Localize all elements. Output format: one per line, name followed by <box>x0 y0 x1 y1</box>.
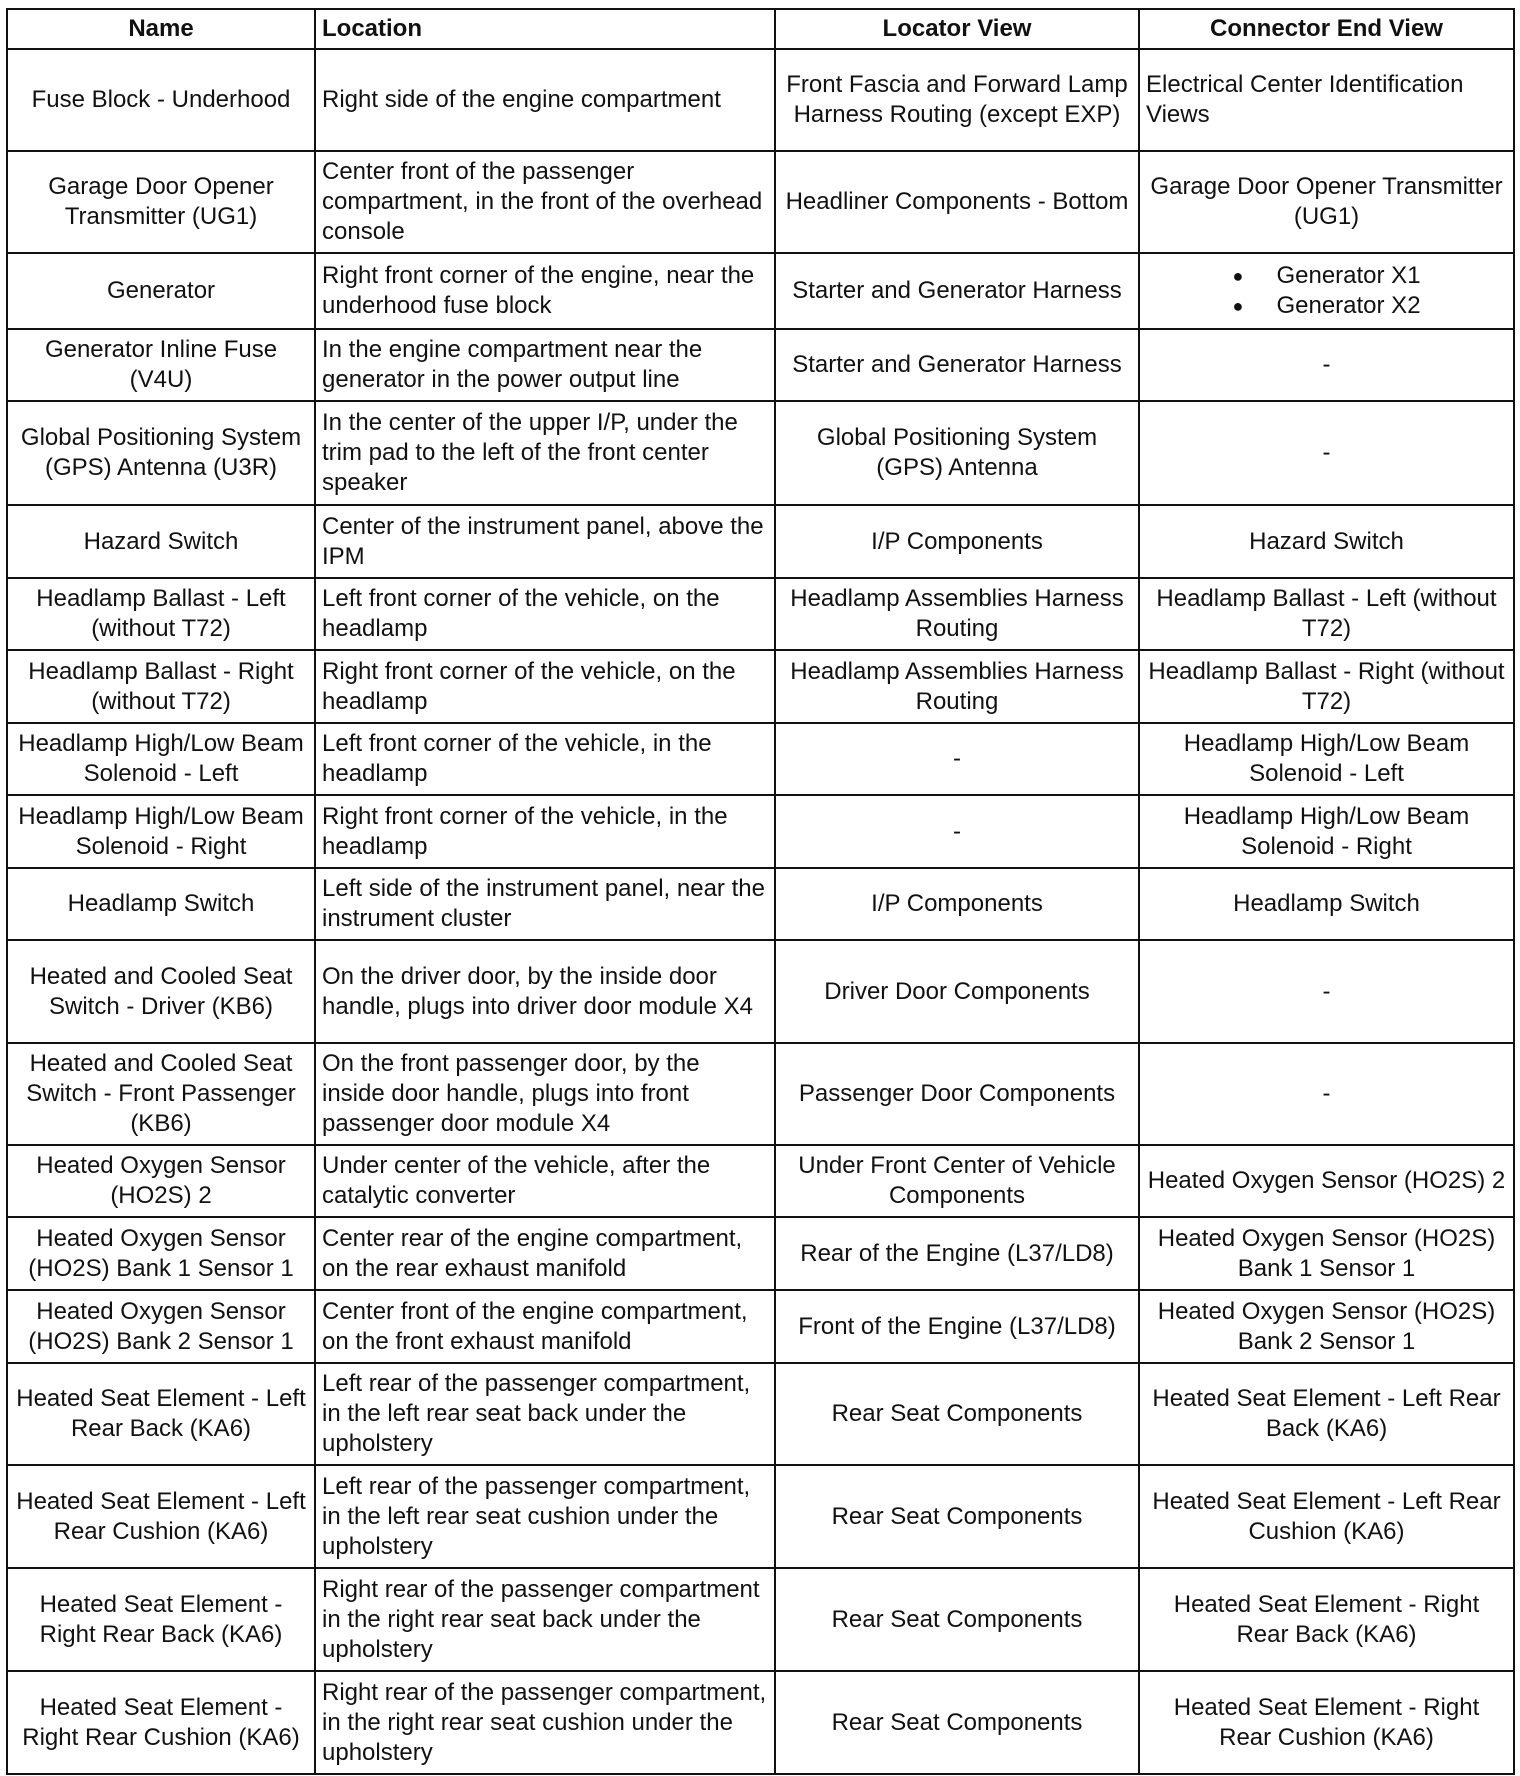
header-connector-end-view: Connector End View <box>1139 9 1514 49</box>
cell-connector-end-view <box>1139 253 1514 329</box>
table-row <box>7 1568 1514 1671</box>
cell-connector-end-view: - <box>1139 401 1514 505</box>
cell-name: Hazard Switch <box>7 505 315 578</box>
table-row <box>7 650 1514 723</box>
cell-connector-end-view: Headlamp Ballast - Right (without T72) <box>1139 650 1514 723</box>
cell-locator-view: Starter and Generator Harness <box>775 329 1139 401</box>
cell-locator-view: Front Fascia and Forward Lamp Harness Routing (except EXP) <box>775 49 1139 151</box>
cell-name: Heated Seat Element - Right Rear Cushion (KA6) <box>7 1671 315 1774</box>
table-row <box>7 1465 1514 1568</box>
cell-connector-end-view: Garage Door Opener Transmitter (UG1) <box>1139 151 1514 253</box>
cell-location: Center rear of the engine compartment, on the rear exhaust manifold <box>315 1217 775 1290</box>
cell-name: Heated and Cooled Seat Switch - Driver (KB6) <box>7 940 315 1043</box>
cell-connector-end-view: Heated Oxygen Sensor (HO2S) Bank 2 Sensor 1 <box>1139 1290 1514 1363</box>
cell-location: Left front corner of the vehicle, in the headlamp <box>315 723 775 795</box>
table-row <box>7 578 1514 650</box>
cell-location: Under center of the vehicle, after the catalytic converter <box>315 1145 775 1217</box>
table-row <box>7 49 1514 151</box>
cell-connector-end-view: Heated Seat Element - Right Rear Back (KA6) <box>1139 1568 1514 1671</box>
table-row <box>7 1290 1514 1363</box>
table-row <box>7 795 1514 868</box>
cell-name: Heated Oxygen Sensor (HO2S) Bank 1 Sensor 1 <box>7 1217 315 1290</box>
cell-name: Heated and Cooled Seat Switch - Front Passenger (KB6) <box>7 1043 315 1145</box>
cell-name: Fuse Block - Underhood <box>7 49 315 151</box>
cell-name: Headlamp Ballast - Left (without T72) <box>7 578 315 650</box>
cell-location: Left side of the instrument panel, near the instrument cluster <box>315 868 775 940</box>
cell-name: Generator Inline Fuse (V4U) <box>7 329 315 401</box>
table-row <box>7 1363 1514 1465</box>
cell-name: Global Positioning System (GPS) Antenna (U3R) <box>7 401 315 505</box>
cell-locator-view: Rear Seat Components <box>775 1363 1139 1465</box>
cell-location: Center of the instrument panel, above the IPM <box>315 505 775 578</box>
cell-connector-end-view: Heated Seat Element - Left Rear Cushion (KA6) <box>1139 1465 1514 1568</box>
cell-location: Right front corner of the vehicle, in the headlamp <box>315 795 775 868</box>
cell-connector-end-view: - <box>1139 1043 1514 1145</box>
cell-locator-view: - <box>775 795 1139 868</box>
table-row <box>7 1217 1514 1290</box>
cell-locator-view: Under Front Center of Vehicle Components <box>775 1145 1139 1217</box>
cell-locator-view: Passenger Door Components <box>775 1043 1139 1145</box>
cell-locator-view: Headliner Components - Bottom <box>775 151 1139 253</box>
cell-location: In the center of the upper I/P, under the trim pad to the left of the front center speaker <box>315 401 775 505</box>
cell-connector-end-view: Headlamp High/Low Beam Solenoid - Right <box>1139 795 1514 868</box>
table-row <box>7 505 1514 578</box>
cell-name: Headlamp High/Low Beam Solenoid - Left <box>7 723 315 795</box>
cell-connector-end-view: Heated Oxygen Sensor (HO2S) 2 <box>1139 1145 1514 1217</box>
cell-location: On the driver door, by the inside door handle, plugs into driver door module X4 <box>315 940 775 1043</box>
table-row <box>7 151 1514 253</box>
cell-connector-end-view: Heated Oxygen Sensor (HO2S) Bank 1 Sensor 1 <box>1139 1217 1514 1290</box>
cell-locator-view: Rear of the Engine (L37/LD8) <box>775 1217 1139 1290</box>
cell-connector-end-view: - <box>1139 329 1514 401</box>
header-name: Name <box>7 9 315 49</box>
cell-connector-end-view: Heated Seat Element - Right Rear Cushion (KA6) <box>1139 1671 1514 1774</box>
cell-name: Headlamp Ballast - Right (without T72) <box>7 650 315 723</box>
cell-locator-view: - <box>775 723 1139 795</box>
cell-location: Right rear of the passenger compartment in the right rear seat back under the upholstery <box>315 1568 775 1671</box>
cell-connector-end-view: Heated Seat Element - Left Rear Back (KA6) <box>1139 1363 1514 1465</box>
cell-location: Center front of the passenger compartment, in the front of the overhead console <box>315 151 775 253</box>
cell-name: Heated Seat Element - Left Rear Back (KA6) <box>7 1363 315 1465</box>
table-row <box>7 940 1514 1043</box>
cell-name: Generator <box>7 253 315 329</box>
cell-location: Right front corner of the engine, near the underhood fuse block <box>315 253 775 329</box>
cell-locator-view: Front of the Engine (L37/LD8) <box>775 1290 1139 1363</box>
header-row <box>7 9 1514 49</box>
header-location: Location <box>315 9 775 49</box>
cell-locator-view: Headlamp Assemblies Harness Routing <box>775 650 1139 723</box>
component-locator-table <box>6 8 1515 1775</box>
connector-bullet-list <box>1232 261 1420 321</box>
cell-name: Heated Seat Element - Right Rear Back (KA6) <box>7 1568 315 1671</box>
cell-name: Headlamp Switch <box>7 868 315 940</box>
cell-location: Right rear of the passenger compartment, in the right rear seat cushion under the upholstery <box>315 1671 775 1774</box>
table-row <box>7 723 1514 795</box>
cell-locator-view: Rear Seat Components <box>775 1465 1139 1568</box>
cell-location: Right side of the engine compartment <box>315 49 775 151</box>
list-item: ● Generator X1 <box>1232 261 1420 291</box>
cell-connector-end-view: Headlamp Ballast - Left (without T72) <box>1139 578 1514 650</box>
cell-connector-end-view: Electrical Center Identification Views <box>1139 49 1514 151</box>
cell-location: In the engine compartment near the generator in the power output line <box>315 329 775 401</box>
list-item: ● Generator X2 <box>1232 291 1420 321</box>
cell-locator-view: Global Positioning System (GPS) Antenna <box>775 401 1139 505</box>
cell-locator-view: Rear Seat Components <box>775 1568 1139 1671</box>
cell-locator-view: Headlamp Assemblies Harness Routing <box>775 578 1139 650</box>
table-row <box>7 329 1514 401</box>
cell-connector-end-view: Hazard Switch <box>1139 505 1514 578</box>
cell-name: Heated Oxygen Sensor (HO2S) Bank 2 Sensor 1 <box>7 1290 315 1363</box>
table-row <box>7 868 1514 940</box>
cell-location: Center front of the engine compartment, on the front exhaust manifold <box>315 1290 775 1363</box>
cell-locator-view: Rear Seat Components <box>775 1671 1139 1774</box>
cell-locator-view: Starter and Generator Harness <box>775 253 1139 329</box>
cell-name: Heated Seat Element - Left Rear Cushion (KA6) <box>7 1465 315 1568</box>
cell-location: Left rear of the passenger compartment, in the left rear seat cushion under the upholstery <box>315 1465 775 1568</box>
cell-location: Left front corner of the vehicle, on the headlamp <box>315 578 775 650</box>
cell-name: Heated Oxygen Sensor (HO2S) 2 <box>7 1145 315 1217</box>
cell-connector-end-view: Headlamp High/Low Beam Solenoid - Left <box>1139 723 1514 795</box>
table-row <box>7 1671 1514 1774</box>
table-row <box>7 253 1514 329</box>
table-row <box>7 1043 1514 1145</box>
cell-location: Left rear of the passenger compartment, in the left rear seat back under the upholstery <box>315 1363 775 1465</box>
cell-location: Right front corner of the vehicle, on the headlamp <box>315 650 775 723</box>
cell-locator-view: I/P Components <box>775 505 1139 578</box>
cell-locator-view: Driver Door Components <box>775 940 1139 1043</box>
table-row <box>7 401 1514 505</box>
cell-locator-view: I/P Components <box>775 868 1139 940</box>
cell-name: Garage Door Opener Transmitter (UG1) <box>7 151 315 253</box>
table-row <box>7 1145 1514 1217</box>
cell-name: Headlamp High/Low Beam Solenoid - Right <box>7 795 315 868</box>
cell-connector-end-view: Headlamp Switch <box>1139 868 1514 940</box>
cell-location: On the front passenger door, by the inside door handle, plugs into front passenger door module X4 <box>315 1043 775 1145</box>
header-locator-view: Locator View <box>775 9 1139 49</box>
cell-connector-end-view: - <box>1139 940 1514 1043</box>
